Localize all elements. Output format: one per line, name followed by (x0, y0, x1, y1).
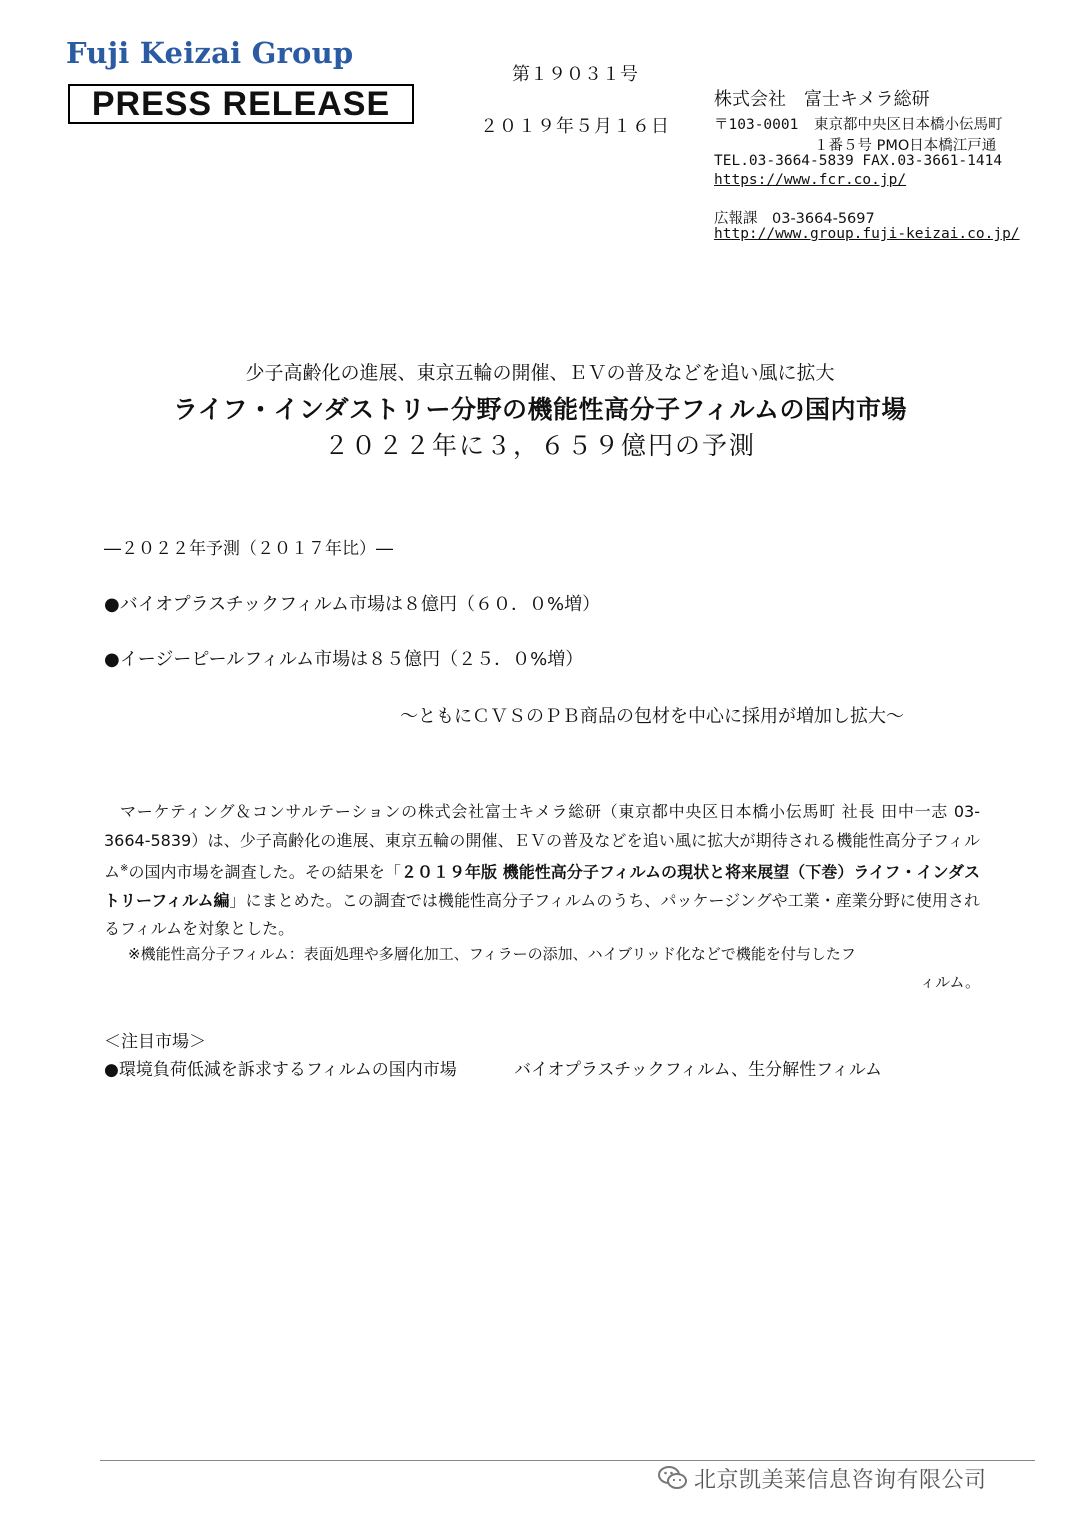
highlight-item-easy-peel: ●イージーピールフィルム市場は８５億円（２５．０%増） (104, 649, 584, 670)
focus-heading: ＜注目市場＞ (104, 1032, 206, 1052)
focus-item-value: バイオプラスチックフィルム、生分解性フィルム (514, 1060, 883, 1080)
footnote-line-1: ※機能性高分子フィルム：表面処理や多層化加工、フィラーの添加、ハイブリッド化などで機能を付与したフ (128, 945, 856, 963)
brand-logo: Fuji Keizai Group (66, 36, 354, 70)
footnote-line-2: ィルム。 (920, 973, 980, 991)
footnote (128, 940, 980, 996)
headline-title-line-2: ２０２２年に３，６５９億円の予測 (323, 431, 756, 460)
release-date: ２０１９年５月１６日 (480, 116, 670, 137)
highlight-subnote: ～ともにＣＶＳのＰＢ商品の包材を中心に採用が増加し拡大～ (400, 706, 904, 727)
headline-subtitle: 少子高齢化の進展、東京五輪の開催、ＥＶの普及などを追い風に拡大 (245, 362, 835, 384)
press-release-box: PRESS RELEASE (68, 84, 414, 124)
address-line-1: 東京都中央区日本橋小伝馬町 (814, 117, 1003, 133)
body-paragraph: マーケティング＆コンサルテーションの株式会社富士キメラ総研（東京都中央区日本橋小伝馬町 社長 田中一志 03-3664-5839）は、少子高齢化の進展、東京五輪の開催、ＥＶの普及などを追い風に拡大が期待される機能性高分子フィルム※の国内市場を調査した。その結果を「２０１９年版 機能性高分子フィルムの現状と将来展望（下巻）ライフ・インダストリーフィルム編」にまとめた。この調査では機能性高分子フィルムのうち、パッケージングや工業・産業分野に使用されるフィルムを対象とした。 (104, 802, 980, 939)
wechat-icon (658, 1465, 688, 1497)
forecast-header: ―２０２２年予測（２０１７年比）― (104, 539, 393, 559)
watermark-text: 北京凯美莱信息咨询有限公司 (694, 1468, 987, 1493)
company-name: 株式会社 富士キメラ総研 (714, 89, 930, 110)
postal-code: 〒103-0001 (714, 117, 799, 133)
address-line-2: １番５号 PMO日本橋江戸通 (814, 138, 997, 154)
report-title: ２０１９年版 機能性高分子フィルムの現状と将来展望（下巻）ライフ・インダストリーフィルム編 (104, 862, 980, 910)
group-url-link[interactable]: http://www.group.fuji-keizai.co.jp/ (714, 226, 1020, 242)
watermark (658, 1463, 987, 1497)
footer-divider (100, 1460, 1035, 1461)
company-url-link[interactable]: https://www.fcr.co.jp/ (714, 172, 907, 188)
highlight-item-bioplastic: ●バイオプラスチックフィルム市場は８億円（６０．０%増） (104, 594, 601, 615)
focus-item-label: ●環境負荷低減を訴求するフィルムの国内市場 (104, 1060, 457, 1080)
pr-department: 広報課 03-3664-5697 (714, 211, 875, 227)
tel-fax: TEL.03-3664-5839 FAX.03-3661-1414 (714, 153, 1003, 169)
headline-title-line-1: ライフ・インダストリー分野の機能性高分子フィルムの国内市場 (172, 395, 907, 424)
footnote-mark: ※ (120, 863, 129, 874)
issue-number: 第１９０３１号 (512, 64, 638, 85)
